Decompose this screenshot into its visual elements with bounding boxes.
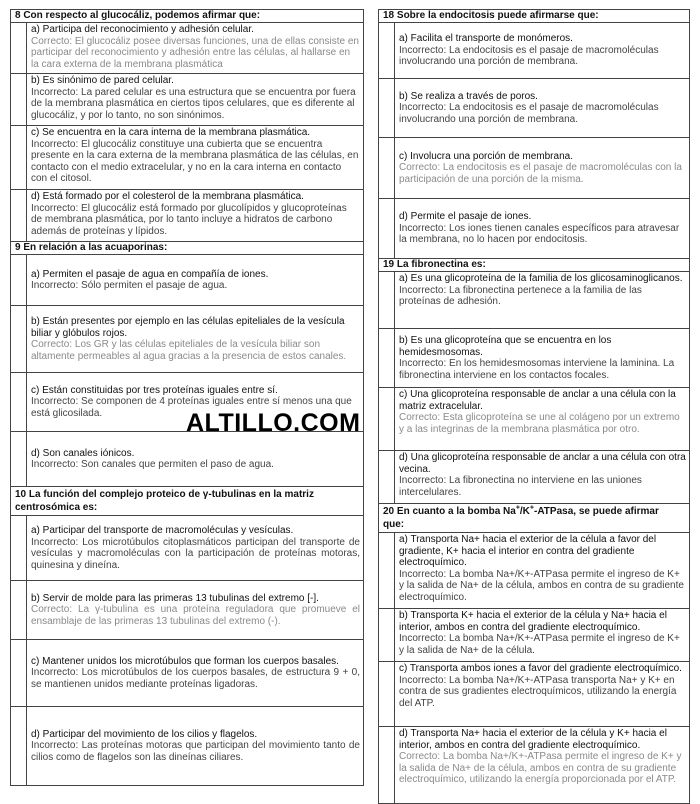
question-18 (378, 9, 690, 259)
option-18a[interactable] (379, 23, 689, 79)
feedback-text: Incorrecto: La pared celular es una estructura que se encuentra por fuera de la membrana plasmática en ciertos tipos celulares, que es diferente al glucocáliz, y por lo tanto, no son sinónimos. (31, 86, 356, 121)
feedback-text: Incorrecto: La fibronectina pertenece a la familia de las proteínas de adhesión. (399, 284, 642, 307)
answer-text: c) Se encuentra en la cara interna de la membrana plasmática. (31, 127, 311, 138)
question-18-title: 18 Sobre la endocitosis puede afirmarse que: (379, 10, 689, 23)
right-column (378, 10, 690, 804)
superscript: + (529, 504, 534, 512)
feedback-text: Incorrecto: La endocitosis es el pasaje de macromoléculas involucrando una porción de membrana. (399, 102, 659, 125)
option-20b[interactable] (379, 609, 689, 662)
question-10-title-line2: centrosómica es: (15, 502, 98, 513)
answer-text: c) Mantener unidos los microtúbulos que forman los cuerpos basales. (31, 655, 339, 667)
feedback-text: Incorrecto: La bomba Na+/K+-ATPasa permite el ingreso de K+ y la salida de Na+ de la célula. (399, 633, 680, 656)
option-19c[interactable] (379, 388, 689, 451)
option-marker (379, 727, 395, 803)
question-9 (10, 241, 364, 487)
answer-text: b) Se realiza a través de poros. (399, 90, 538, 102)
option-marker (379, 199, 395, 258)
question-8 (10, 9, 364, 242)
answer-text: d) Son canales iónicos. (31, 447, 135, 459)
option-marker (11, 306, 27, 372)
question-10 (10, 486, 364, 786)
answer-text: d) Transporta Na+ hacia el exterior de la célula y K+ hacia el interior, ambos en contra del gradiente electroquímico. (399, 728, 667, 751)
option-8d[interactable] (11, 190, 363, 241)
option-marker (379, 388, 395, 450)
answer-text: d) Está formado por el colesterol de la membrana plasmática. (31, 191, 304, 202)
feedback-text: Correcto: El glucocáliz posee diversas funciones, una de ellas consiste en participar del reconocimiento y adhesión entre las células, al hallarse en la cara externa de la membrana plasmática (31, 35, 359, 70)
option-marker (11, 373, 27, 431)
feedback-text: Incorrecto: Son canales que permiten el paso de agua. (31, 459, 274, 470)
option-9b[interactable] (11, 306, 363, 373)
option-19a[interactable] (379, 272, 689, 329)
question-19 (378, 258, 690, 504)
feedback-text: Incorrecto: La fibronectina no interviene en las uniones intercelulares. (399, 475, 642, 498)
question-19-title: 19 La fibronectina es: (379, 259, 689, 272)
answer-text: d) Permite el pasaje de iones. (399, 211, 532, 223)
answer-text: a) Participar del transporte de macromoléculas y vesículas. (31, 525, 294, 536)
option-8a[interactable] (11, 23, 363, 74)
feedback-text: Incorrecto: Se componen de 4 proteínas iguales entre sí menos una que está glicosilada. (31, 396, 352, 419)
option-marker (379, 609, 395, 661)
answer-text: d) Una glicoproteína responsable de anclar a una célula con otra vecina. (399, 452, 686, 475)
question-8-title: 8 Con respecto al glucocáliz, podemos afirmar que: (11, 10, 363, 23)
option-marker (379, 329, 395, 387)
left-column (10, 10, 364, 786)
feedback-text: Correcto: Los GR y las células epiteliales de la vesícula biliar son altamente permeables al agua gracias a la presencia de estos canales. (31, 339, 347, 362)
option-20d[interactable] (379, 727, 689, 803)
feedback-text: Correcto: Esta glicoproteína se une al colágeno por un extremo y a las integrinas de la membrana plasmática por otro. (399, 412, 680, 435)
question-10-title-line1: 10 La función del complejo proteico de γ-tubulinas en la matriz (15, 489, 314, 500)
answer-text: a) Transporta Na+ hacia el exterior de la célula a favor del gradiente, K+ hacia el interior en contra del gradiente electroquímico. (399, 534, 657, 568)
option-marker (379, 23, 395, 78)
option-marker (379, 138, 395, 198)
feedback-text: Incorrecto: Las proteínas motoras que participan del movimiento tanto de cilios como de flagelos son las dineínas ciliares. (31, 740, 360, 763)
option-18c[interactable] (379, 138, 689, 199)
feedback-text: Incorrecto: Los microtúbulos citoplasmáticos participan del transporte de vesículas y macromoléculas con la participación de proteínas motoras, quinesina y dineína. (31, 536, 360, 571)
superscript: + (515, 504, 520, 512)
option-marker (11, 432, 27, 486)
feedback-text: Incorrecto: Los iones tienen canales específicos para atravesar la membrana, no lo hacen por endocitosis. (399, 222, 680, 246)
option-8b[interactable] (11, 74, 363, 126)
option-19d[interactable] (379, 451, 689, 503)
question-20-title-part: -ATPasa, se puede afirmar (534, 506, 659, 517)
option-20a[interactable] (379, 533, 689, 609)
feedback-text: Incorrecto: Sólo permiten el pasaje de agua. (31, 280, 228, 291)
feedback-text: Incorrecto: Los microtúbulos de los cuerpos basales, de estructura 9 + 0, se mantienen unidos mediante proteínas ligadoras. (31, 667, 360, 690)
question-20-title-part: /K (519, 506, 530, 517)
question-9-title: 9 En relación a las acuaporinas: (11, 242, 363, 255)
feedback-text: Incorrecto: La endocitosis es el pasaje de macromoléculas involucrando una porción de membrana. (399, 44, 659, 68)
feedback-text: Incorrecto: La bomba Na+/K+-ATPasa transporta Na+ y K+ en contra de sus gradientes electroquímicos, utilizando la energía del ATP. (399, 674, 677, 709)
question-20 (378, 503, 690, 804)
option-marker (11, 581, 27, 639)
option-marker (11, 516, 27, 580)
answer-text: c) Involucra una porción de membrana. (399, 150, 573, 162)
option-marker (11, 23, 27, 73)
answer-text: b) Es sinónimo de pared celular. (31, 75, 174, 86)
option-18d[interactable] (379, 199, 689, 258)
question-20-title-part: 20 En cuanto a la bomba Na (383, 506, 516, 517)
option-18b[interactable] (379, 79, 689, 138)
option-marker (379, 662, 395, 726)
watermark: ALTILLO.COM (186, 409, 361, 437)
option-marker (379, 451, 395, 503)
option-marker (379, 272, 395, 328)
feedback-text: Incorrecto: El glucocáliz constituye una cubierta que se encuentra presente en la cara externa de la membrana plasmática de las células, en contacto con el medio extracelular, y no en la cara interna en contacto con el citosol. (31, 138, 359, 184)
answer-text: a) Es una glicoproteína de la familia de los glicosaminoglicanos. (399, 273, 683, 284)
option-9d[interactable] (11, 432, 363, 486)
answer-text: b) Están presentes por ejemplo en las células epiteliales de la vesícula biliar y glóbulos rojos. (31, 316, 345, 339)
option-9a[interactable] (11, 255, 363, 306)
answer-text: c) Están constituidas por tres proteínas iguales entre sí. (31, 384, 278, 396)
question-20-title (379, 504, 689, 533)
feedback-text: Correcto: La γ-tubulina es una proteína reguladora que promueve el ensamblaje de las primeras 13 tubulinas del extremo (-). (31, 604, 360, 627)
option-marker (11, 255, 27, 305)
question-10-title (11, 487, 363, 516)
option-marker (379, 533, 395, 608)
option-marker (379, 79, 395, 137)
option-10d[interactable] (11, 707, 363, 785)
option-marker (11, 640, 27, 706)
option-marker (11, 190, 27, 241)
answer-text: b) Es una glicoproteína que se encuentra en los hemidesmosomas. (399, 335, 612, 358)
option-8c[interactable] (11, 126, 363, 190)
answer-text: b) Transporta K+ hacia el exterior de la célula y Na+ hacia el interior, ambos en contra del gradiente electroquímico. (399, 610, 667, 633)
option-10b[interactable] (11, 581, 363, 640)
option-marker (11, 74, 27, 125)
answer-text: a) Permiten el pasaje de agua en compañía de iones. (31, 268, 269, 280)
option-marker (11, 707, 27, 785)
option-10a[interactable] (11, 516, 363, 581)
option-20c[interactable] (379, 662, 689, 727)
answer-text: a) Facilita el transporte de monómeros. (399, 33, 573, 45)
option-10c[interactable] (11, 640, 363, 707)
feedback-text: Incorrecto: En los hemidesmosomas interviene la laminina. La fibronectina interviene en los contactos focales. (399, 358, 675, 381)
answer-text: b) Servir de molde para las primeras 13 tubulinas del extremo [-]. (31, 592, 319, 604)
feedback-text: Incorrecto: La bomba Na+/K+-ATPasa permite el ingreso de K+ y la salida de Na+ de la célula, ambos en contra de su gradiente electroquímico. (399, 568, 684, 603)
question-20-title-line2: que: (383, 519, 405, 530)
answer-text: c) Transporta ambos iones a favor del gradiente electroquímico. (399, 663, 682, 674)
feedback-text: Correcto: La bomba Na+/K+-ATPasa permite el ingreso de K+ y la salida de Na+ de la célula, ambos en contra de su gradiente electroquímico, utilizando la energía proporcionada por el ATP. (399, 751, 682, 785)
feedback-text: Incorrecto: El glucocáliz está formado por glucolípidos y glucoproteínas de membrana plasmática, por lo tanto incluye a hidratos de carbono además de proteínas y lípidos. (31, 202, 347, 237)
option-marker (11, 126, 27, 189)
feedback-text: Correcto: La endocitosis es el pasaje de macromoléculas con la participación de una porción de la misma. (399, 162, 682, 185)
option-19b[interactable] (379, 329, 689, 388)
answer-text: d) Participar del movimiento de los cilios y flagelos. (31, 728, 258, 740)
answer-text: a) Participa del reconocimiento y adhesión celular. (31, 24, 254, 35)
answer-text: c) Una glicoproteína responsable de anclar a una célula con la matriz extracelular. (399, 389, 676, 412)
